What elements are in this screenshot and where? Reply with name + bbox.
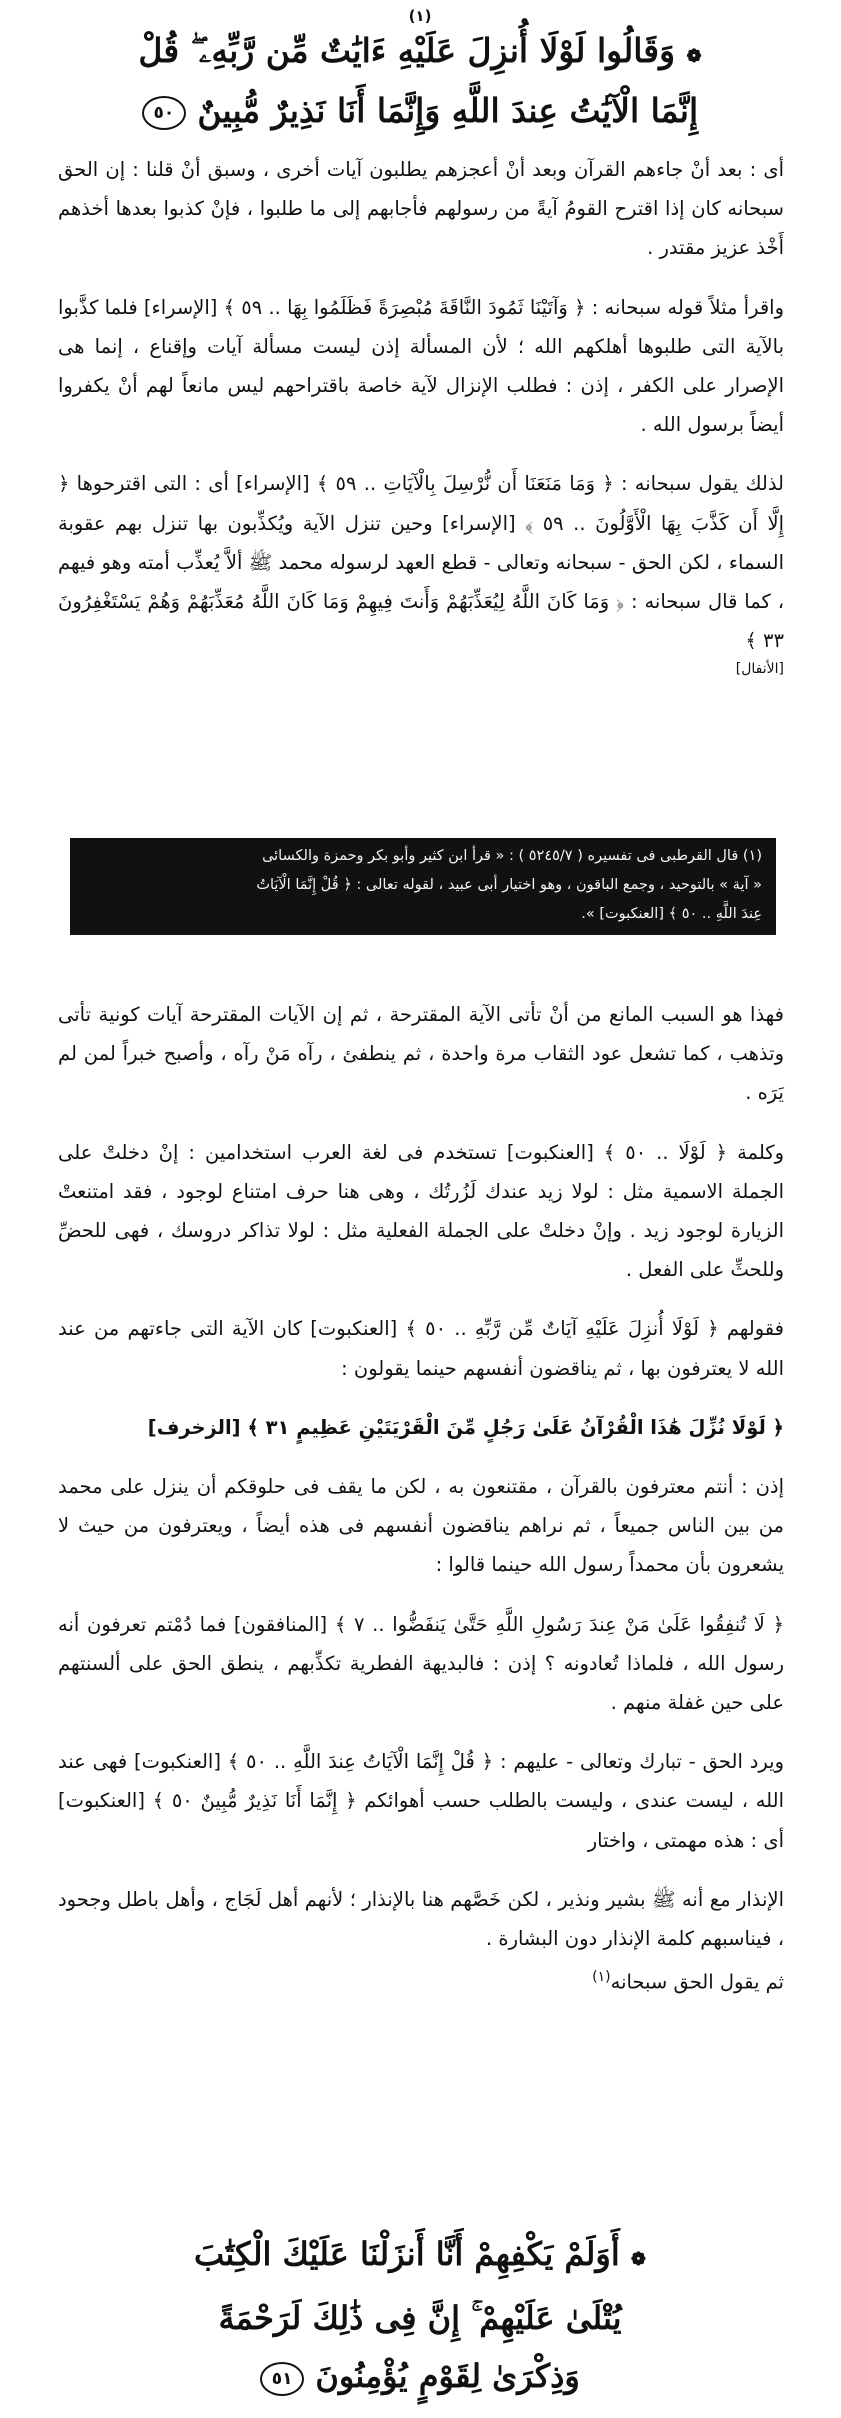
paragraph: الإنذار مع أنه ﷺ بشير ونذير ، لكن خَصَّهم هنا بالإنذار ؛ لأنهم أهل لَجَاج ، وأهل باطل وجحود ، فيناسبهم كلمة الإنذار دون البشارة . bbox=[58, 1887, 784, 1951]
commentary bbox=[58, 995, 784, 2002]
verse-line bbox=[40, 24, 800, 84]
paragraph: فقولهم ﴿ لَوْلَا أُنزِلَ عَلَيْهِ آيَاتٌ مِّن رَّبِّهِ .. ٥٠ ﴾ [العنكبوت] كان الآية التى جاءتهم من عند الله لا يعترفون بها ، ثم يناقضون أنفسهم حينما يقولون : bbox=[58, 1317, 784, 1380]
footnote-marker: (١) bbox=[408, 7, 432, 25]
paragraph: ﴿ لَا تُنفِقُوا عَلَىٰ مَنْ عِندَ رَسُولِ اللَّهِ حَتَّىٰ يَنفَضُّوا .. ٧ ﴾ [المنافقون] فما دُمْتم تعرفون أنه رسول الله ، فلماذا تُعادونه ؟ إذن : فالبديهة الفطرية تكذِّبهم ، ينطق الحق على ألسنتهم على حين غفلة منهم . bbox=[58, 1612, 784, 1715]
verse-text: وَذِكْرَىٰ لِقَوْمٍ يُؤْمِنُونَ bbox=[315, 2357, 580, 2395]
page-bottom bbox=[0, 935, 841, 2418]
paragraph bbox=[58, 1958, 784, 2002]
paragraph: وكلمة ﴿ لَوْلَا .. ٥٠ ﴾ [العنكبوت] تستخدم فى لغة العرب استخدامين : إنْ دخلتْ على الجملة الاسمية مثل : لولا زيد عندك لَزُرتُك ، وهى هنا حرف امتناع لوجود ، فقد امتنعتْ الزيارة لوجود زيد . وإنْ دخلتْ على الجملة الفعلية مثل : لولا تذاكر دروسك ، فهى للحضِّ وللحثِّ على الفعل . bbox=[58, 1140, 784, 1282]
footnote-line: (١) قال القرطبى فى تفسيره ( ٥٢٤٥/٧ ) : « قرأ ابن كثير وأبو بكر وحمزة والكسائى bbox=[262, 848, 762, 864]
verse-line bbox=[60, 2289, 780, 2347]
verse-text: وَقَالُوا لَوْلَا أُنزِلَ عَلَيْهِ ءَايَٰتٌ مِّن رَّبِّهِۦ ۖ قُلْ bbox=[138, 31, 676, 70]
quran-quote: ﴿ لَوْلَا نُزِّلَ هَٰذَا الْقُرْآنُ عَلَىٰ رَجُلٍ مِّنَ الْقَرْيَتَيْنِ عَظِيمٍ ٣١ ﴾ [الزخرف] bbox=[147, 1415, 784, 1439]
verse-number: ٥٠ bbox=[142, 96, 186, 130]
verse-line bbox=[60, 2347, 780, 2405]
verse-block bbox=[40, 8, 800, 138]
paragraph-text: ثم يقول الحق سبحانه bbox=[610, 1970, 784, 1994]
footnote bbox=[70, 838, 776, 935]
page-top bbox=[0, 0, 841, 935]
commentary bbox=[58, 150, 784, 678]
footnote-line: عِندَ اللَّهِ .. ٥٠ ﴾ [العنكبوت] ». bbox=[581, 906, 762, 922]
verse-number: ٥١ bbox=[260, 2362, 304, 2396]
verse-text: أَوَلَمْ يَكْفِهِمْ أَنَّا أَنزَلْنَا عَلَيْكَ الْكِتَٰبَ bbox=[194, 2235, 620, 2273]
ornament-icon: ❁ bbox=[686, 46, 702, 67]
paragraph: فهذا هو السبب المانع من أنْ تأتى الآية المقترحة ، ثم إن الآيات المقترحة آيات كونية تأتى وتذهب ، كما تشعل عود الثقاب مرة واحدة ، ثم ينطفئ ، رآه مَنْ رآه ، وأصبح خبراً لمن لم يَرَه . bbox=[58, 1003, 784, 1105]
verse-text: يُتْلَىٰ عَلَيْهِمْ ۚ إِنَّ فِى ذَٰلِكَ لَرَحْمَةً bbox=[218, 2299, 622, 2337]
footnote-line: « آية » بالتوحيد ، وجمع الباقون ، وهو اختيار أبى عبيد ، لقوله تعالى : ﴿ قُلْ إِنَّمَا الْآيَاتُ bbox=[256, 877, 762, 893]
footnote-marker: (١) bbox=[592, 1969, 611, 1986]
verse-text: إِنَّمَا الْآيَٰتُ عِندَ اللَّهِ وَإِنَّمَا أَنَا نَذِيرٌ مُّبِينٌ bbox=[197, 91, 699, 130]
verse-block bbox=[60, 2225, 780, 2405]
verse-line bbox=[40, 84, 800, 138]
paragraph: لذلك يقول سبحانه : ﴿ وَمَا مَنَعَنَا أَن نُّرْسِلَ بِالْآيَاتِ .. ٥٩ ﴾ [الإسراء] أى : التى اقترحوها ﴿ إِلَّا أَن كَذَّبَ بِهَا الْأَوَّلُونَ .. ٥٩ ﴾ [الإسراء] وحين تنزل الآية ويُكذِّبون بها تنزل بهم عقوبة السماء ، لكن الحق - سبحانه وتعالى - قطع العهد لرسوله محمد ﷺ ألاَّ يُعذِّب أمته وهو فيهم ، كما قال سبحانه : ﴿ وَمَا كَانَ اللَّهُ لِيُعَذِّبَهُمْ وَأَنتَ فِيهِمْ وَمَا كَانَ اللَّهُ مُعَذِّبَهُمْ وَهُمْ يَسْتَغْفِرُونَ ٣٣ ﴾ bbox=[58, 472, 784, 653]
paragraph: أى : بعد أنْ جاءهم القرآن وبعد أنْ أعجزهم يطلبون آيات أخرى ، وسبق أنْ قلنا : إن الحق سبحانه كان إذا اقترح القومُ آيةً من رسولهم فأجابهم إلى ما طلبوا ، فإنْ كذبوا بعدها أخذهم أَخْذ عزيز مقتدر . bbox=[58, 158, 784, 260]
paragraph: إذن : أنتم معترفون بالقرآن ، مقتنعون به ، لكن ما يقف فى حلوقكم أن ينزل على محمد من بين الناس جميعاً ، ثم نراهم يناقضون أنفسهم فى هذه أيضاً ، ويعترفون من حيث لا يشعرون بأن محمداً رسول الله حينما قالوا : bbox=[58, 1475, 784, 1577]
paragraph: واقرأ مثلاً قوله سبحانه : ﴿ وَآتَيْنَا ثَمُودَ النَّاقَةَ مُبْصِرَةً فَظَلَمُوا بِهَا .. ٥٩ ﴾ [الإسراء] فلما كذَّبوا بالآية التى طلبوها أهلكهم الله ؛ لأن المسألة إذن ليست مسألة آيات وإقناع ، إنما هى الإصرار على الكفر ، إذن : فطلب الإنزال لآية خاصة باقتراحهم ليس مانعاً لهم أنْ يكفروا أيضاً برسول الله . bbox=[58, 295, 784, 437]
verse-line bbox=[60, 2225, 780, 2289]
paragraph: ويرد الحق - تبارك وتعالى - عليهم : ﴿ قُلْ إِنَّمَا الْآيَاتُ عِندَ اللَّهِ .. ٥٠ ﴾ [العنكبوت] فهى عند الله ، ليست عندى ، وليست بالطلب حسب أهوائكم ﴿ إِنَّمَا أَنَا نَذِيرٌ مُّبِينٌ ٥٠ ﴾ [العنكبوت] أى : هذه مهمتى ، واختار bbox=[58, 1750, 784, 1852]
ornament-icon: ❁ bbox=[630, 2249, 646, 2270]
surah-reference: [الأنفال] bbox=[735, 661, 784, 678]
